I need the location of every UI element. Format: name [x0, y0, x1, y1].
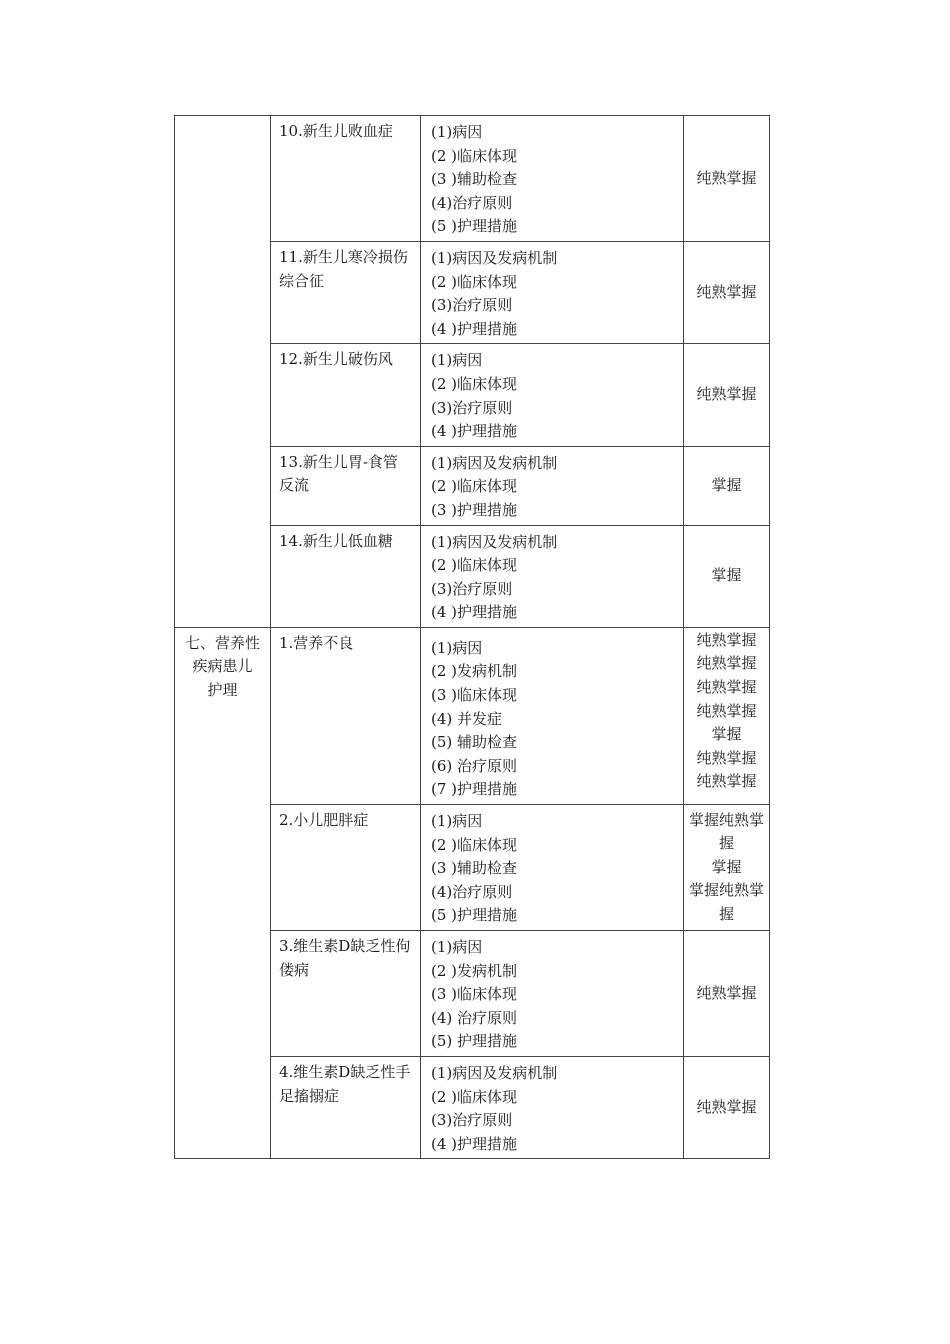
content-cell — [421, 627, 684, 804]
list-item: (3 )临床体现 — [431, 985, 518, 1004]
requirement-level: 纯熟掌握 — [696, 282, 757, 301]
list-item: (4)治疗原则 — [431, 882, 513, 901]
list-item: (4 )护理措施 — [431, 422, 518, 441]
list-item: (1)病因及发病机制 — [431, 532, 558, 551]
list-item: (3)治疗原则 — [431, 398, 513, 417]
list-item: (1)病因 — [431, 123, 483, 141]
list-item: (2 )临床体现 — [431, 374, 518, 393]
list-item: (4 )护理措施 — [431, 603, 518, 622]
requirement-level: 纯熟掌握 — [696, 678, 757, 697]
list-item: (3)治疗原则 — [431, 296, 513, 315]
list-item: (4 )护理措施 — [431, 1134, 518, 1153]
list-item: (3)治疗原则 — [431, 579, 513, 598]
requirement-cell — [684, 446, 770, 525]
requirement-cell — [684, 525, 770, 627]
requirement-level: 纯熟掌握 — [696, 654, 757, 673]
topic-cell: 14.新生儿低血糖 — [271, 525, 421, 627]
list-item: (4)治疗原则 — [431, 193, 513, 212]
list-item: (3)治疗原则 — [431, 1111, 513, 1130]
list-item: (1)病因 — [431, 812, 483, 831]
list-item: (7 )护理措施 — [431, 780, 518, 799]
requirement-cell — [684, 344, 770, 446]
requirement-level: 纯熟掌握 — [696, 1097, 757, 1116]
requirement-level: 掌握 — [711, 857, 742, 876]
list-item: (2 )临床体现 — [431, 146, 518, 165]
table-row — [175, 116, 770, 242]
list-item: (2 )发病机制 — [431, 961, 518, 980]
chapter-title: 疾病患儿 — [192, 657, 253, 676]
requirement-level: 纯熟掌握 — [696, 385, 757, 404]
list-item: (5 )护理措施 — [431, 217, 518, 236]
list-item: (1)病因及发病机制 — [431, 248, 558, 267]
requirement-level: 纯熟掌握 — [696, 772, 757, 791]
content-cell — [421, 446, 684, 525]
syllabus-table — [174, 115, 770, 1159]
topic-cell: 13.新生儿胃-食管反流 — [271, 446, 421, 525]
content-cell — [421, 116, 684, 242]
requirement-level: 掌握纯熟掌 — [688, 881, 764, 900]
requirement-cell — [684, 1056, 770, 1158]
requirement-cell — [684, 241, 770, 343]
topic-cell: 1.营养不良 — [271, 627, 421, 804]
list-item: (4) 并发症 — [431, 709, 503, 728]
content-cell — [421, 1056, 684, 1158]
chapter-cell — [175, 627, 271, 1158]
requirement-cell — [684, 627, 770, 804]
list-item: (3 )临床体现 — [431, 686, 518, 705]
topic-cell: 11.新生儿寒冷损伤综合征 — [271, 241, 421, 343]
requirement-level: 纯熟掌握 — [696, 701, 757, 720]
list-item: (4 )护理措施 — [431, 319, 518, 338]
list-item: (1)病因及发病机制 — [431, 453, 558, 472]
list-item: (2 )临床体现 — [431, 835, 518, 854]
chapter-title: 护理 — [207, 681, 238, 700]
list-item: (5) 辅助检查 — [431, 733, 518, 752]
requirement-level: 握 — [718, 834, 734, 853]
list-item: (3 )辅助检查 — [431, 859, 518, 878]
content-cell — [421, 525, 684, 627]
list-item: (2 )临床体现 — [431, 1087, 518, 1106]
list-item: (5 )护理措施 — [431, 906, 518, 925]
list-item: (2 )临床体现 — [431, 477, 518, 496]
list-item: (4) 治疗原则 — [431, 1008, 518, 1027]
topic-cell: 10.新生儿败血症 — [271, 116, 421, 242]
list-item: (1)病因 — [431, 638, 483, 657]
topic-cell: 12.新生儿破伤风 — [271, 344, 421, 446]
requirement-level: 掌握 — [711, 475, 742, 494]
topic-cell: 2.小儿肥胖症 — [271, 805, 421, 931]
content-cell — [421, 241, 684, 343]
syllabus-page — [174, 115, 769, 1159]
table-row — [175, 627, 770, 804]
list-item: (5) 护理措施 — [431, 1032, 518, 1051]
requirement-level: 握 — [718, 904, 734, 923]
requirement-cell — [684, 805, 770, 931]
requirement-level: 纯熟掌握 — [696, 748, 757, 767]
requirement-level: 掌握 — [711, 566, 742, 585]
list-item: (2 )临床体现 — [431, 556, 518, 575]
list-item: (6) 治疗原则 — [431, 756, 518, 775]
list-item: (1)病因 — [431, 351, 483, 370]
chapter-title: 七、营养性 — [184, 633, 260, 652]
topic-cell: 3.维生素D缺乏性佝偻病 — [271, 931, 421, 1057]
list-item: (2 )发病机制 — [431, 662, 518, 681]
requirement-level: 掌握纯熟掌 — [688, 810, 764, 829]
topic-cell: 4.维生素D缺乏性手足搐搦症 — [271, 1056, 421, 1158]
requirement-level: 纯熟掌握 — [696, 983, 757, 1002]
list-item: (1)病因及发病机制 — [431, 1063, 558, 1082]
requirement-level: 掌握 — [711, 725, 742, 744]
list-item: (1)病因 — [431, 938, 483, 956]
requirement-level: 纯熟掌握 — [696, 168, 757, 187]
content-cell — [421, 344, 684, 446]
list-item: (3 )辅助检查 — [431, 170, 518, 189]
requirement-cell — [684, 116, 770, 242]
content-cell — [421, 805, 684, 931]
requirement-cell — [684, 931, 770, 1057]
list-item: (3 )护理措施 — [431, 500, 518, 519]
chapter-cell — [175, 116, 271, 628]
content-cell — [421, 931, 684, 1057]
list-item: (2 )临床体现 — [431, 272, 518, 291]
requirement-level: 纯熟掌握 — [696, 630, 757, 649]
